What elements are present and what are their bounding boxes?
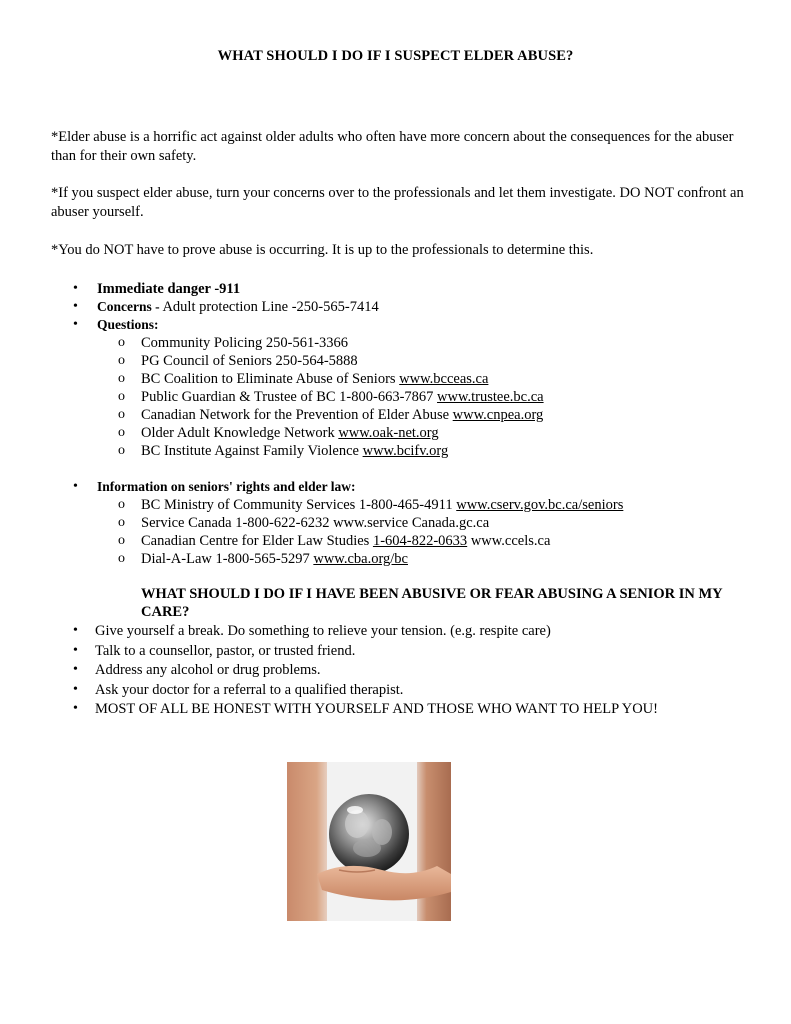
tip-item: Ask your doctor for a referral to a qualified therapist. [95,681,404,698]
crystal-ball-image [287,762,451,921]
question-item [141,407,543,424]
question-item [141,371,488,388]
tip-item: Address any alcohol or drug problems. [95,662,321,678]
sub-bullet-marker: o [118,443,125,458]
question-item-text: Community Policing 250-561-3366 [141,335,349,351]
info-item [141,533,550,550]
question-item-text: Canadian Network for the Prevention of Elder Abuse [141,407,453,423]
question-item-link[interactable]: www.oak-net.org [338,425,439,441]
info-item-text: Service Canada 1-800-622-6232 www.service Canada.gc.ca [141,515,490,531]
sub-bullet-marker: o [118,551,125,566]
bullet-marker: • [73,281,78,296]
bullet-marker: • [73,701,78,716]
info-item [141,497,623,514]
question-item-link[interactable]: www.bcceas.ca [399,371,489,387]
bullet-marker: • [73,299,78,314]
sub-bullet-marker: o [118,425,125,440]
sub-bullet-marker: o [118,389,125,404]
sub-bullet-marker: o [118,533,125,548]
tip-item: Talk to a counsellor, pastor, or trusted friend. [95,642,356,659]
bullet-marker: • [73,317,78,332]
paragraph-prove: *You do NOT have to prove abuse is occurring. It is up to the professionals to determine this. [51,242,594,258]
tip-item: MOST OF ALL BE HONEST WITH YOURSELF AND THOSE WHO WANT TO HELP YOU! [95,701,658,717]
question-item-text: PG Council of Seniors 250-564-5888 [141,353,358,369]
page-title: WHAT SHOULD I DO IF I SUSPECT ELDER ABUSE? [217,48,574,64]
info-item [141,551,408,568]
bullet-marker: • [73,681,78,697]
info-item-link[interactable]: 1-604-822-0633 [372,533,468,549]
sub-bullet-marker: o [118,353,125,368]
question-item [141,425,439,442]
question-item-link[interactable]: www.bcifv.org [362,443,449,459]
question-item-text: Older Adult Knowledge Network [141,425,339,441]
question-item [141,353,358,370]
paragraph-elder-abuse: *Elder abuse is a horrific act against older adults who often have more concern about the consequences for the abuser than for their own safety. [51,129,734,164]
info-item-link[interactable]: www.cba.org/bc [313,551,408,567]
tip-item: Give yourself a break. Do something to relieve your tension. (e.g. respite care) [95,623,551,639]
concerns-text: Adult protection Line -250-565-7414 [159,299,379,315]
bullet-marker: • [73,642,78,658]
question-item-text: BC Coalition to Eliminate Abuse of Seniors [141,371,400,387]
question-item-text: Public Guardian & Trustee of BC 1-800-663-7867 [141,389,438,405]
subheading: WHAT SHOULD I DO IF I HAVE BEEN ABUSIVE OR FEAR ABUSING A SENIOR IN MY CARE? [141,586,723,620]
sub-bullet-marker: o [118,407,125,422]
question-item [141,443,448,460]
sub-bullet-marker: o [118,497,125,512]
question-item [141,335,348,352]
question-item-text: BC Institute Against Family Violence [141,443,363,459]
questions-label: Questions: [97,317,159,332]
info-item-text: Canadian Centre for Elder Law Studies [141,533,373,549]
bullet-marker: • [73,479,78,494]
bullet-marker: • [73,662,78,677]
info-item-link[interactable]: www.cserv.gov.bc.ca/seniors [456,497,624,513]
info-item-text: Dial-A-Law 1-800-565-5297 [141,551,314,567]
sub-bullet-marker: o [118,515,125,530]
question-item [141,389,544,406]
info-label: Information on seniors' rights and elder law: [97,479,356,494]
bullet-marker: • [73,623,78,638]
question-item-link[interactable]: www.cnpea.org [452,407,544,423]
crystal-ball-photo [287,762,451,921]
sub-bullet-marker: o [118,371,125,386]
question-item-link[interactable]: www.trustee.bc.ca [437,389,544,405]
paragraph-suspect: *If you suspect elder abuse, turn your concerns over to the professionals and let them investigate. DO NOT confront an abuser yourself. [51,185,744,220]
concerns-label: Concerns - [97,299,160,314]
immediate-danger: Immediate danger -911 [97,281,241,297]
sub-bullet-marker: o [118,335,125,350]
concerns-line [97,299,379,316]
info-item [141,515,489,532]
info-item-text: BC Ministry of Community Services 1-800-465-4911 [141,497,457,513]
info-item-post: www.ccels.ca [467,533,551,549]
